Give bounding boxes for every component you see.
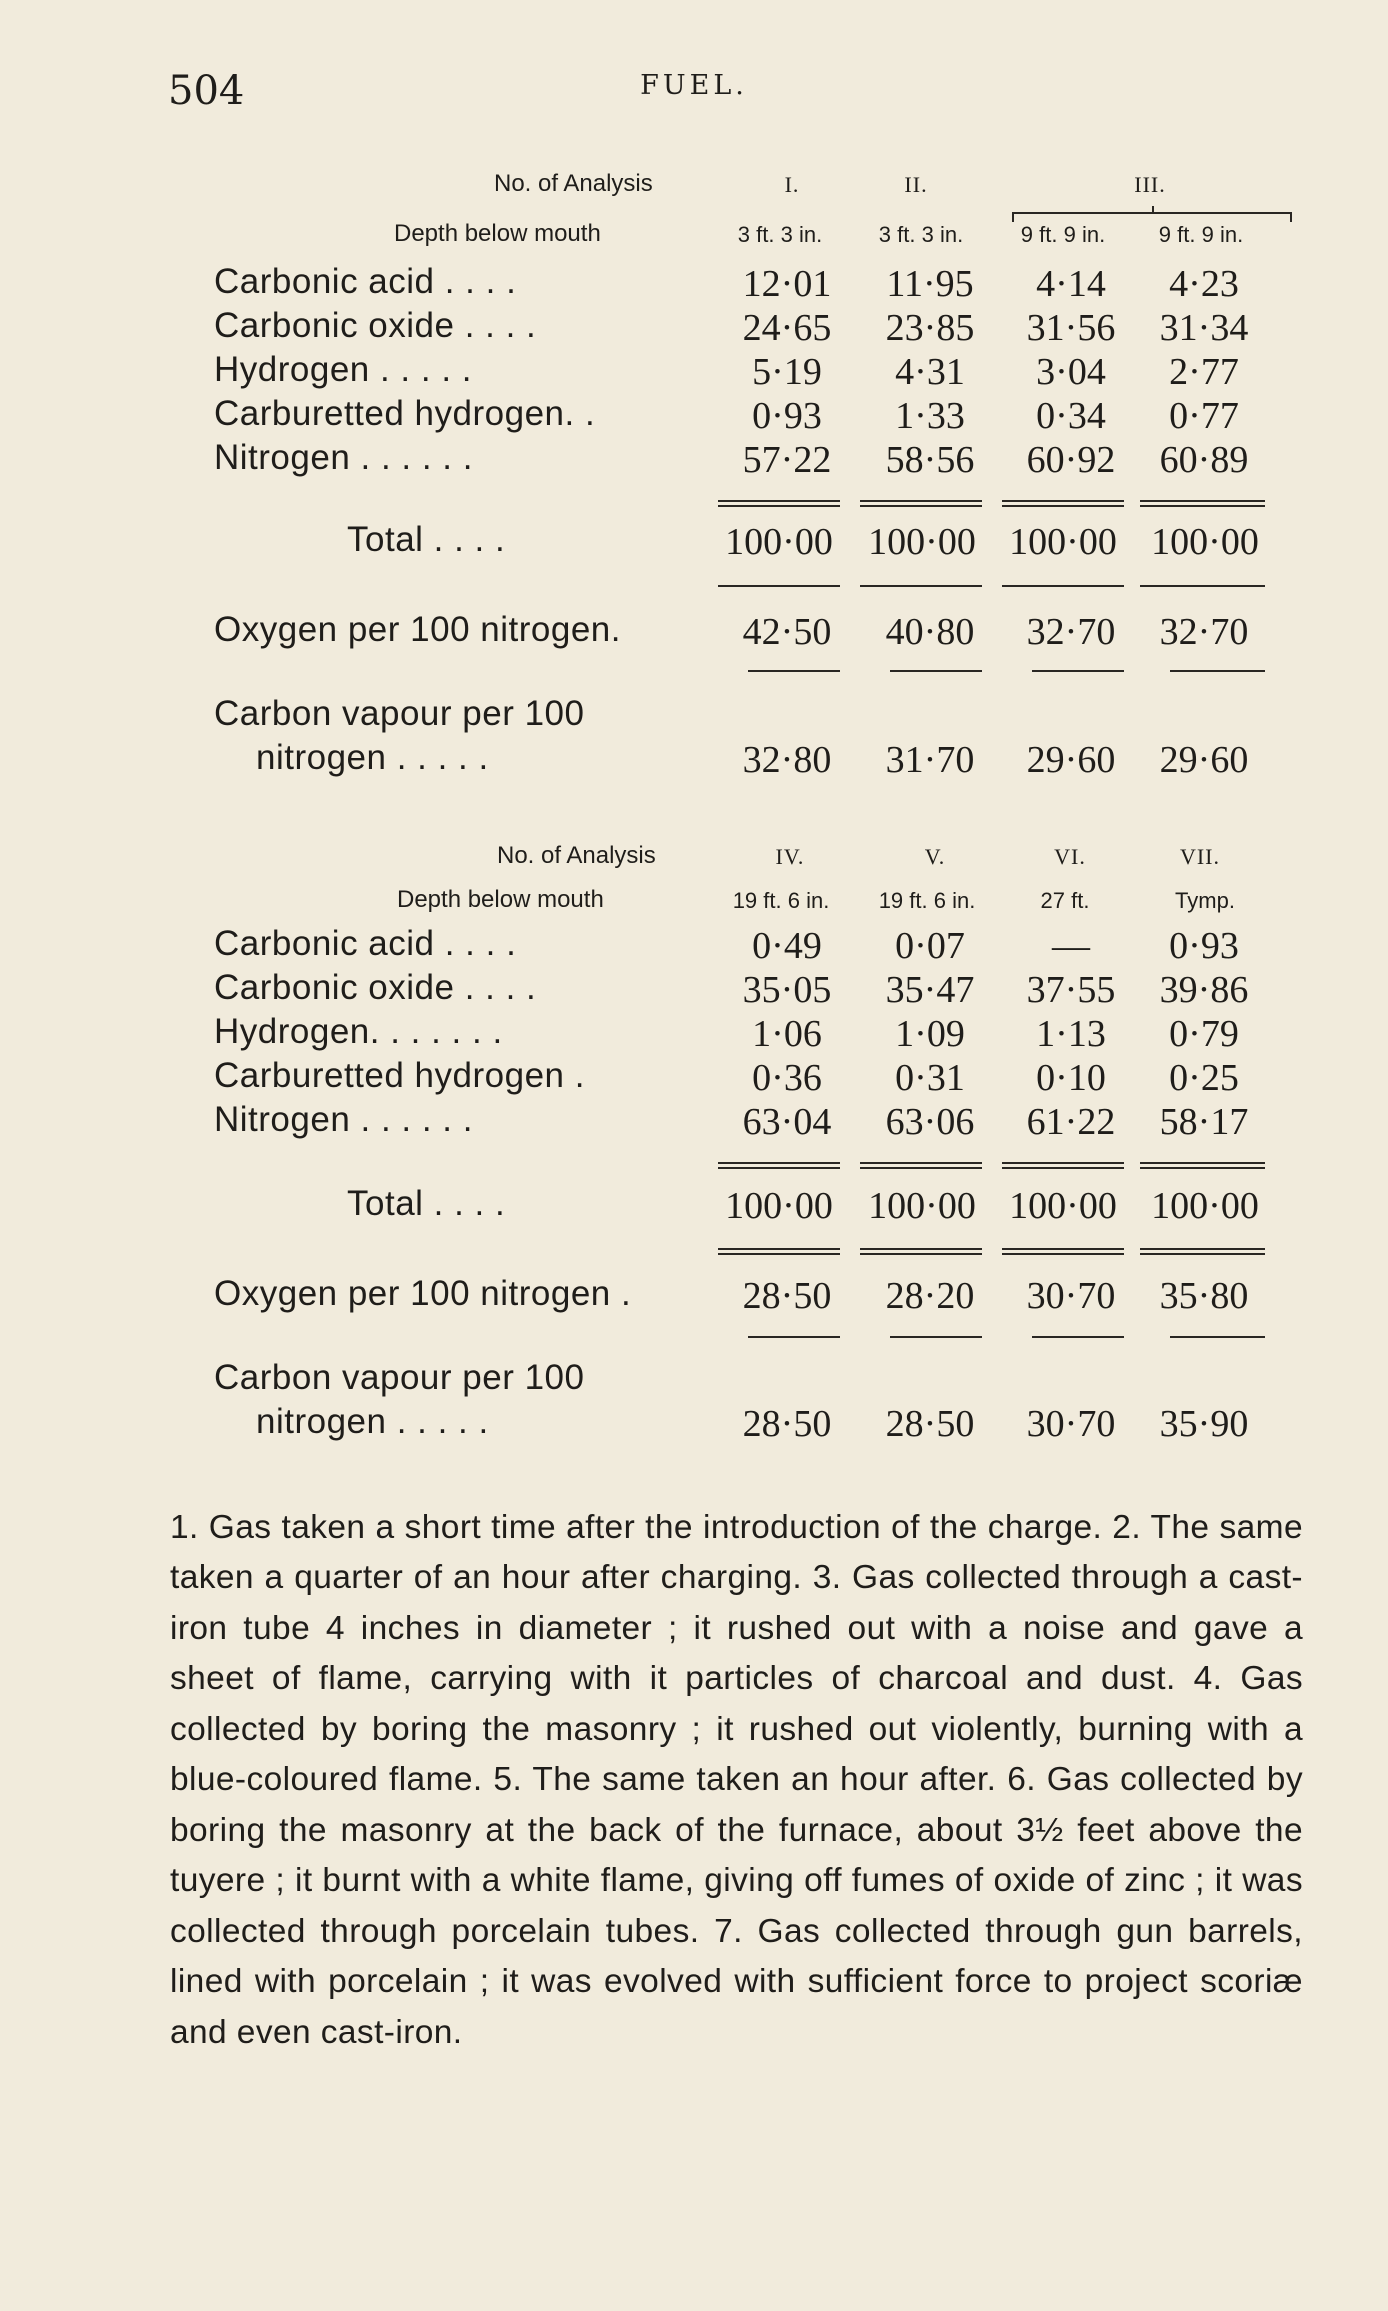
table-row <box>0 1012 1388 1056</box>
column-roman: I. <box>784 172 800 197</box>
cell-value: 100·00 <box>1009 521 1117 563</box>
row-rule <box>1170 1336 1265 1338</box>
column-roman: II. <box>904 172 928 197</box>
cell-value: 61·22 <box>1026 1101 1116 1143</box>
cell-value: 29·60 <box>1026 739 1116 781</box>
column-depth: Tymp. <box>1175 888 1235 913</box>
cell-value: 32·70 <box>1159 611 1249 653</box>
cell-value: 0·77 <box>1169 395 1239 437</box>
cell-value: 35·47 <box>885 969 975 1011</box>
cell-value: 0·49 <box>752 925 822 967</box>
total-row <box>0 520 1388 564</box>
cell-value: 23·85 <box>885 307 975 349</box>
row-rule <box>748 1336 840 1338</box>
cell-value: 42·50 <box>742 611 832 653</box>
row-label: nitrogen . . . . . <box>256 1402 489 1441</box>
row-label: Nitrogen . . . . . . <box>214 1100 473 1139</box>
cell-value: 3·04 <box>1036 351 1106 393</box>
column-depth: 9 ft. 9 in. <box>1020 222 1106 247</box>
cell-value: 0·10 <box>1036 1057 1106 1099</box>
column-depth: 27 ft. <box>1040 888 1090 913</box>
column-depth: 19 ft. 6 in. <box>732 888 830 913</box>
cell-value: 30·70 <box>1026 1275 1116 1317</box>
column-depth: 3 ft. 3 in. <box>878 222 964 247</box>
sum-rule <box>1002 1162 1124 1164</box>
cell-value: 1·13 <box>1036 1013 1106 1055</box>
running-head: FUEL. <box>640 70 748 101</box>
table-row <box>0 306 1388 350</box>
row-label: Carbonic acid . . . . <box>214 262 517 301</box>
cell-value: 30·70 <box>1026 1403 1116 1445</box>
row-rule <box>1170 670 1265 672</box>
row-label: Carbon vapour per 100 <box>214 694 585 733</box>
cell-value: 100·00 <box>868 1185 976 1227</box>
cell-value: 100·00 <box>1151 521 1259 563</box>
cell-value: 0·93 <box>752 395 822 437</box>
sum-rule <box>1002 500 1124 502</box>
oxygen-row <box>0 610 1388 654</box>
row-label: Carbon vapour per 100 <box>214 1358 585 1397</box>
sum-rule <box>718 1162 840 1164</box>
cell-value: 100·00 <box>725 1185 833 1227</box>
column-roman: VI. <box>1054 844 1086 869</box>
cell-value: 35·90 <box>1159 1403 1249 1445</box>
row-rule <box>748 670 840 672</box>
cell-value: 39·86 <box>1159 969 1249 1011</box>
table-row <box>0 438 1388 482</box>
table-row <box>0 924 1388 968</box>
sum-rule <box>718 1248 840 1250</box>
row-label: Hydrogen. . . . . . . <box>214 1012 503 1051</box>
sum-rule <box>1140 1248 1265 1250</box>
cell-value: 31·70 <box>885 739 975 781</box>
cell-value: 57·22 <box>742 439 832 481</box>
cell-value: 63·04 <box>742 1101 832 1143</box>
cell-value: 58·17 <box>1159 1101 1249 1143</box>
table-row <box>0 262 1388 306</box>
cell-value: — <box>1052 925 1090 967</box>
cell-value: 5·19 <box>752 351 822 393</box>
cell-value: 100·00 <box>868 521 976 563</box>
row-rule <box>890 670 982 672</box>
sum-rule <box>1140 1162 1265 1164</box>
cell-value: 100·00 <box>725 521 833 563</box>
cell-value: 0·93 <box>1169 925 1239 967</box>
row-rule <box>890 1336 982 1338</box>
row-label: Hydrogen . . . . . <box>214 350 472 389</box>
cell-value: 29·60 <box>1159 739 1249 781</box>
cell-value: 31·56 <box>1026 307 1116 349</box>
sum-rule <box>718 500 840 502</box>
cell-value: 24·65 <box>742 307 832 349</box>
cell-value: 0·31 <box>895 1057 965 1099</box>
cell-value: 28·50 <box>742 1275 832 1317</box>
cell-value: 0·36 <box>752 1057 822 1099</box>
cell-value: 60·92 <box>1026 439 1116 481</box>
cell-value: 11·95 <box>886 263 974 305</box>
cell-value: 60·89 <box>1159 439 1249 481</box>
sum-rule <box>1140 500 1265 502</box>
column-depth: 3 ft. 3 in. <box>737 222 823 247</box>
cell-value: 32·70 <box>1026 611 1116 653</box>
sum-rule <box>1002 1248 1124 1250</box>
cell-value: 0·25 <box>1169 1057 1239 1099</box>
carbon-vapour-row <box>0 1402 1388 1446</box>
row-label: Carburetted hydrogen. . <box>214 394 596 433</box>
cell-value: 100·00 <box>1009 1185 1117 1227</box>
row-rule <box>1140 585 1265 587</box>
cell-value: 35·05 <box>742 969 832 1011</box>
row-rule <box>1032 670 1124 672</box>
cell-value: 4·23 <box>1169 263 1239 305</box>
column-roman: VII. <box>1179 844 1221 869</box>
row-rule <box>718 585 840 587</box>
row-label: Total . . . . <box>347 520 506 559</box>
column-roman: V. <box>924 844 946 869</box>
analysis-number-label: No. of Analysis <box>497 842 656 869</box>
sum-rule <box>860 1162 982 1164</box>
cell-value: 2·77 <box>1169 351 1239 393</box>
cell-value: 40·80 <box>885 611 975 653</box>
depth-label: Depth below mouth <box>394 220 601 247</box>
row-label: Total . . . . <box>347 1184 506 1223</box>
cell-value: 0·79 <box>1169 1013 1239 1055</box>
cell-value: 32·80 <box>742 739 832 781</box>
cell-value: 0·07 <box>895 925 965 967</box>
cell-value: 1·06 <box>752 1013 822 1055</box>
page-number: 504 <box>168 68 245 114</box>
sum-rule <box>860 1248 982 1250</box>
depth-label: Depth below mouth <box>397 886 604 913</box>
carbon-vapour-row <box>0 738 1388 782</box>
row-label: Carburetted hydrogen . <box>214 1056 585 1095</box>
cell-value: 58·56 <box>885 439 975 481</box>
analysis-number-label: No. of Analysis <box>494 170 653 197</box>
total-row <box>0 1184 1388 1228</box>
row-label: nitrogen . . . . . <box>256 738 489 777</box>
row-label: Carbonic acid . . . . <box>214 924 517 963</box>
column-depth: 9 ft. 9 in. <box>1158 222 1244 247</box>
cell-value: 28·50 <box>742 1403 832 1445</box>
column-roman: III. <box>1134 172 1166 197</box>
carbon-vapour-row <box>0 694 1388 738</box>
row-label: Carbonic oxide . . . . <box>214 306 537 345</box>
cell-value: 4·31 <box>895 351 965 393</box>
cell-value: 28·20 <box>885 1275 975 1317</box>
column-roman: IV. <box>775 844 805 869</box>
row-label: Nitrogen . . . . . . <box>214 438 473 477</box>
table-row <box>0 1100 1388 1144</box>
cell-value: 1·09 <box>895 1013 965 1055</box>
table-row <box>0 968 1388 1012</box>
cell-value: 1·33 <box>895 395 965 437</box>
table-row <box>0 350 1388 394</box>
cell-value: 12·01 <box>742 263 832 305</box>
row-rule <box>1032 1336 1124 1338</box>
oxygen-row <box>0 1274 1388 1318</box>
row-label: Carbonic oxide . . . . <box>214 968 537 1007</box>
row-rule <box>860 585 982 587</box>
column-depth: 19 ft. 6 in. <box>878 888 976 913</box>
table-row <box>0 394 1388 438</box>
row-label: Oxygen per 100 nitrogen. <box>214 610 621 649</box>
cell-value: 28·50 <box>885 1403 975 1445</box>
cell-value: 63·06 <box>885 1101 975 1143</box>
footnotes-paragraph: 1. Gas taken a short time after the introduction of the charge. 2. The same taken a quarter of an hour after charging. 3. Gas collected through a cast-iron tube 4 inches in diameter ; it rushed out with a noise and gave a sheet of flame, carrying with it particles of charcoal and dust. 4. Gas collected by boring the masonry ; it rushed out violently, burning with a blue-coloured flame. 5. The same taken an hour after. 6. Gas collected by boring the masonry at the back of the furnace, about 3½ feet above the tuyere ; it burnt with a white flame, giving off fumes of oxide of zinc ; it was collected through porcelain tubes. 7. Gas collected through gun barrels, lined with porcelain ; it was evolved with sufficient force to project scoriæ and even cast-iron. <box>170 1508 1303 2051</box>
cell-value: 31·34 <box>1159 307 1249 349</box>
row-rule <box>1002 585 1124 587</box>
cell-value: 37·55 <box>1026 969 1116 1011</box>
cell-value: 4·14 <box>1036 263 1106 305</box>
cell-value: 0·34 <box>1036 395 1106 437</box>
carbon-vapour-row <box>0 1358 1388 1402</box>
row-label: Oxygen per 100 nitrogen . <box>214 1274 632 1313</box>
sum-rule <box>860 500 982 502</box>
cell-value: 100·00 <box>1151 1185 1259 1227</box>
cell-value: 35·80 <box>1159 1275 1249 1317</box>
table-row <box>0 1056 1388 1100</box>
